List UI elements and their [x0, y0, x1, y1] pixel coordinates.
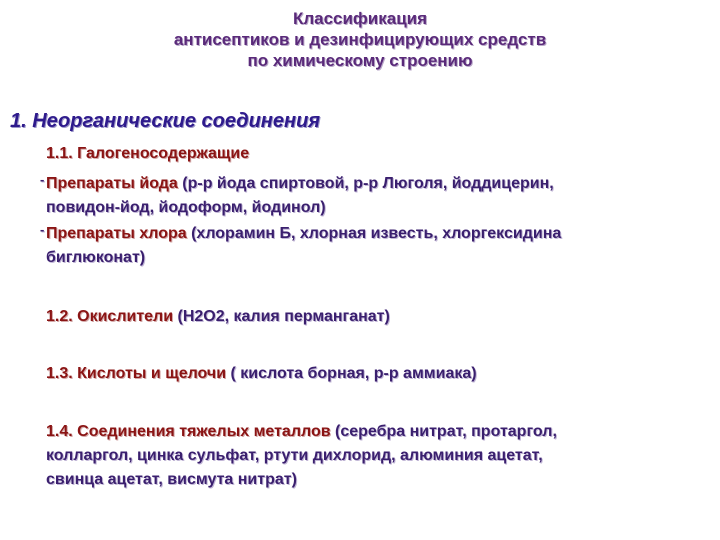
section-heading: 1. Неорганические соединения	[10, 110, 321, 132]
subsection-1-4	[46, 420, 706, 492]
subsection-1-3	[46, 362, 706, 386]
subsection-1-4-desc-line-2: колларгол, цинка сульфат, ртути дихлорид, алюминия ацетат,	[46, 447, 543, 464]
chlorine-desc-line-1: (хлорамин Б, хлорная известь, хлоргексидина	[186, 225, 562, 242]
dash-bullet: -	[40, 172, 45, 187]
subsection-1-1-label: 1.1. Галогеносодержащие	[46, 145, 250, 162]
subsection-1-4-desc-line-1: (серебра нитрат, протаргол,	[330, 423, 557, 440]
subsection-1-3-desc: ( кислота борная, р-р аммиака)	[226, 365, 477, 382]
subsection-1-3-label: 1.3. Кислоты и щелочи	[46, 365, 227, 382]
dash-bullet: -	[40, 222, 45, 237]
chlorine-name: Препараты хлора	[46, 225, 187, 242]
slide-title	[0, 8, 720, 71]
subsection-1-2-desc: (Н2О2, калия перманганат)	[173, 308, 390, 325]
chlorine-item	[40, 222, 706, 270]
chlorine-desc-line-2: биглюконат)	[46, 249, 146, 266]
iodine-desc-line-2: повидон-йод, йодоформ, йодинол)	[46, 199, 326, 216]
subsection-1-4-desc-line-3: свинца ацетат, висмута нитрат)	[46, 471, 297, 488]
subsection-1-2-label: 1.2. Окислители	[46, 308, 174, 325]
subsection-1-4-label: 1.4. Соединения тяжелых металлов	[46, 423, 331, 440]
title-line-3: по химическому строению	[247, 51, 473, 70]
iodine-desc-line-1: (р-р йода спиртовой, р-р Люголя, йоддицерин,	[177, 175, 554, 192]
iodine-item	[40, 172, 706, 220]
title-line-2: антисептиков и дезинфицирующих средств	[173, 30, 547, 49]
subsection-1-1	[46, 142, 706, 166]
subsection-1-2	[46, 305, 706, 329]
title-line-1: Классификация	[292, 9, 428, 28]
iodine-name: Препараты йода	[46, 175, 178, 192]
